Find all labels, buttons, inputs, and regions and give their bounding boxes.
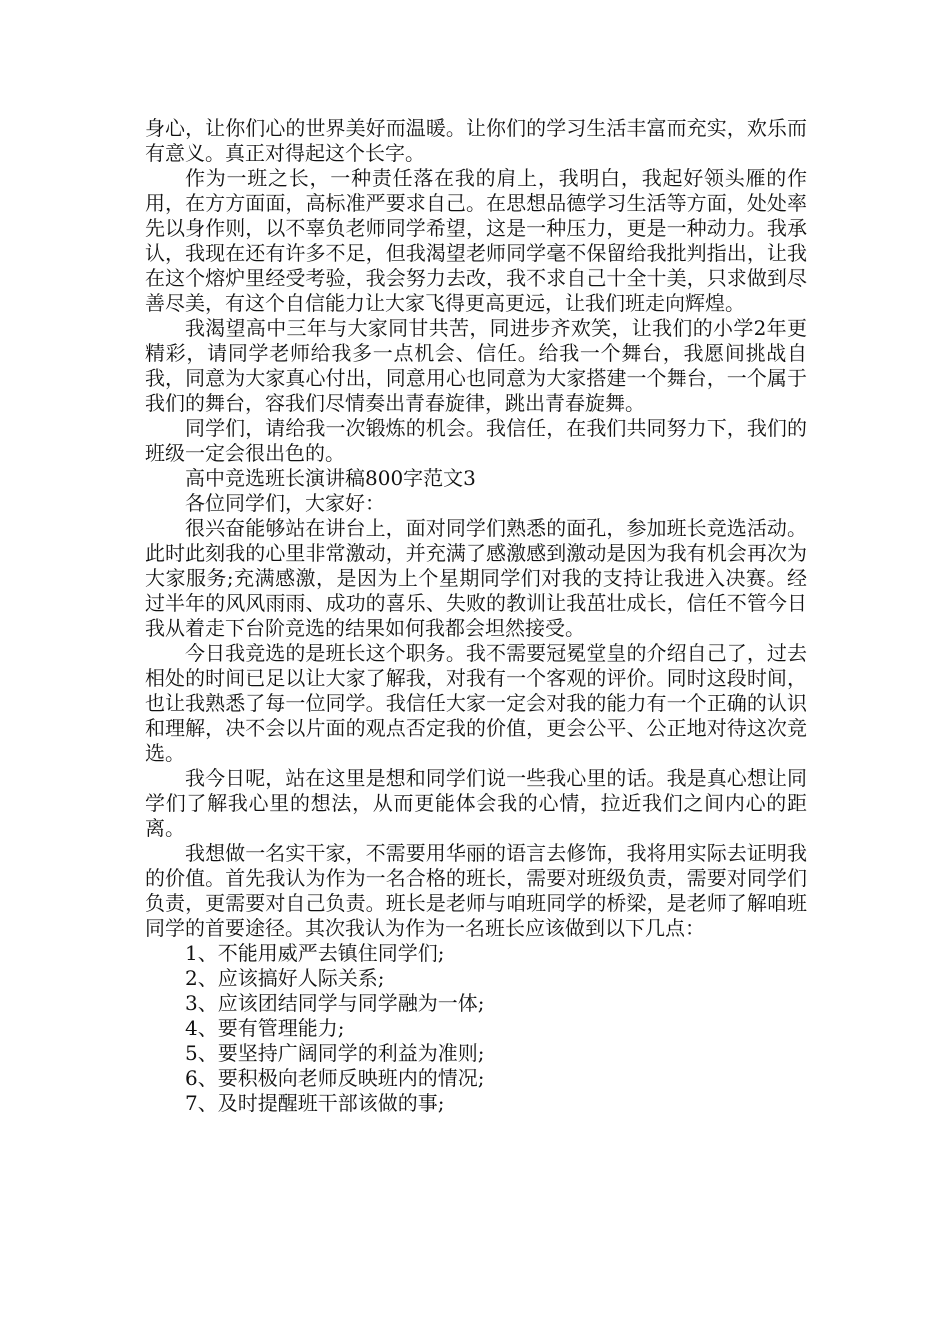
paragraph-8: 我想做一名实干家，不需要用华丽的语言去修饰，我将用实际去证明我的价值。首先我认为作为一名合格的班长，需要对班级负责，需要对同学们负责，更需要对自己负责。班长是老师与咱班同学的桥梁，是老师了解咱班同学的首要途径。其次我认为作为一名班长应该做到以下几点： xyxy=(145,841,807,940)
paragraph-1: 身心，让你们心的世界美好而温暖。让你们的学习生活丰富而充实，欢乐而有意义。真正对得起这个长字。 xyxy=(145,116,807,165)
paragraph-2: 作为一班之长，一种责任落在我的肩上，我明白，我起好领头雁的作用，在方方面面，高标准严要求自己。在思想品德学习生活等方面，处处率先以身作则，以不辜负老师同学希望，这是一种压力，更是一种动力。我承认，我现在还有许多不足，但我渴望老师同学毫不保留给我批判指出，让我在这个熔炉里经受考验，我会努力去改，我不求自己十全十美，只求做到尽善尽美，有这个自信能力让大家飞得更高更远，让我们班走向辉煌。 xyxy=(145,166,807,315)
list-item: 4、要有管理能力; xyxy=(185,1016,345,1040)
list-item: 5、要坚持广阔同学的利益为准则; xyxy=(185,1041,485,1065)
list-item: 1、不能用威严去镇住同学们; xyxy=(185,941,445,965)
document-body xyxy=(145,116,807,1116)
list-item: 6、要积极向老师反映班内的情况; xyxy=(185,1066,485,1090)
paragraph-3: 我渴望高中三年与大家同甘共苦，同进步齐欢笑，让我们的小学2年更精彩，请同学老师给我多一点机会、信任。给我一个舞台，我愿间挑战自我，同意为大家真心付出，同意用心也同意为大家搭建一个舞台，一个属于我们的舞台，容我们尽情奏出青春旋律，跳出青春旋舞。 xyxy=(145,316,807,415)
paragraph-4: 同学们，请给我一次锻炼的机会。我信任，在我们共同努力下，我们的班级一定会很出色的。 xyxy=(145,416,807,465)
paragraph-5: 很兴奋能够站在讲台上，面对同学们熟悉的面孔，参加班长竞选活动。此时此刻我的心里非常激动，并充满了感激感到激动是因为我有机会再次为大家服务;充满感激，是因为上个星期同学们对我的支持让我进入决赛。经过半年的风风雨雨、成功的喜乐、失败的教训让我茁壮成长，信任不管今日我从着走下台阶竞选的结果如何我都会坦然接受。 xyxy=(145,516,807,640)
list-item: 3、应该团结同学与同学融为一体; xyxy=(185,991,485,1015)
greeting: 各位同学们，大家好： xyxy=(185,491,385,515)
section-heading: 高中竞选班长演讲稿800字范文3 xyxy=(185,466,476,490)
paragraph-6: 今日我竞选的是班长这个职务。我不需要冠冕堂皇的介绍自己了，过去相处的时间已足以让大家了解我，对我有一个客观的评价。同时这段时间，也让我熟悉了每一位同学。我信任大家一定会对我的能力有一个正确的认识和理解，决不会以片面的观点否定我的价值，更会公平、公正地对待这次竞选。 xyxy=(145,641,807,765)
list-item: 7、及时提醒班干部该做的事; xyxy=(185,1091,445,1115)
paragraph-7: 我今日呢，站在这里是想和同学们说一些我心里的话。我是真心想让同学们了解我心里的想法，从而更能体会我的心情，拉近我们之间内心的距离。 xyxy=(145,766,807,840)
list-item: 2、应该搞好人际关系; xyxy=(185,966,385,990)
